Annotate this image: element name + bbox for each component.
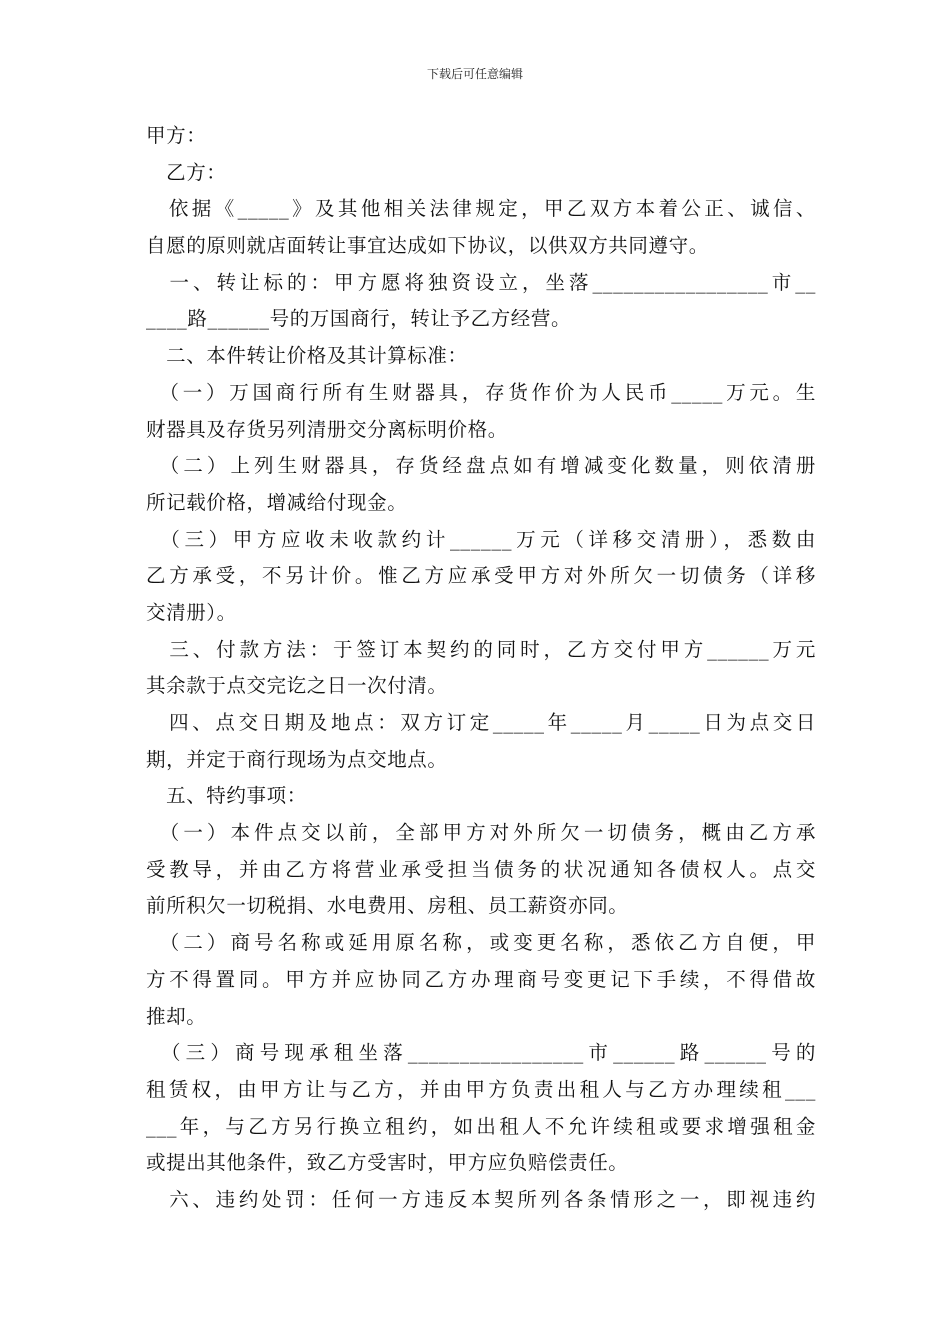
text-line: 依据《_____》及其他相关法律规定，甲乙双方本着公正、诚信、 [146,197,816,221]
text-line: （三）商号现承租坐落_________________市______路______号的 [146,1041,816,1065]
contract-body [146,118,816,1219]
text-line: （二）上列生财器具，存货经盘点如有增减变化数量，则依清册 [146,454,816,478]
text-line: 甲方： [146,124,207,147]
text-line: 租赁权，由甲方让与乙方，并由甲方负责出租人与乙方办理续租___ [146,1077,816,1101]
text-line: （三）甲方应收未收款约计______万元（详移交清册），悉数由 [146,527,816,551]
text-line: 所记载价格，增减给付现金。 [146,490,408,514]
text-line: 乙方： [146,160,227,184]
text-line: （二）商号名称或延用原名称，或变更名称，悉依乙方自便，甲 [146,931,816,955]
text-line: 乙方承受，不另计价。惟乙方应承受甲方对外所欠一切债务（详移 [146,564,816,588]
page-header: 下载后可任意编辑 [426,67,523,81]
text-line: 财器具及存货另列清册交分离标明价格。 [146,417,508,441]
text-line: 方不得置同。甲方并应协同乙方办理商号变更记下手续，不得借故 [146,967,816,991]
text-line: 受教导，并由乙方将营业承受担当债务的状况通知各债权人。点交 [146,857,816,881]
text-line: （一）万国商行所有生财器具，存货作价为人民币_____万元。生 [146,380,816,404]
text-line: 五、特约事项： [146,784,307,808]
text-line: 期，并定于商行现场为点交地点。 [146,747,448,771]
text-line: ____路______号的万国商行，转让予乙方经营。 [146,307,572,331]
text-line: （一）本件点交以前，全部甲方对外所欠一切债务，概由乙方承 [146,821,816,845]
text-line: 前所积欠一切税捐、水电费用、房租、员工薪资亦同。 [146,894,629,918]
text-line: 六、违约处罚：任何一方违反本契所列各条情形之一，即视违约 [146,1187,816,1211]
text-line: 四、点交日期及地点：双方订定_____年_____月_____日为点交日 [146,711,816,734]
text-line: 三、付款方法：于签订本契约的同时，乙方交付甲方______万元 [146,637,816,661]
text-line: 或提出其他条件，致乙方受害时，甲方应负赔偿责任。 [146,1151,629,1175]
text-line: 交清册）。 [146,600,237,624]
text-line: 自愿的原则就店面转让事宜达成如下协议，以供双方共同遵守。 [146,234,709,258]
text-line: 一、转让标的：甲方愿将独资设立，坐落_________________市__ [146,270,816,294]
text-line: 推却。 [146,1004,207,1028]
text-line: ___年，与乙方另行换立租约，如出租人不允许续租或要求增强租金 [146,1114,816,1138]
text-line: 其余款于点交完讫之日一次付清。 [146,674,448,698]
text-line: 二、本件转让价格及其计算标准： [146,344,468,368]
